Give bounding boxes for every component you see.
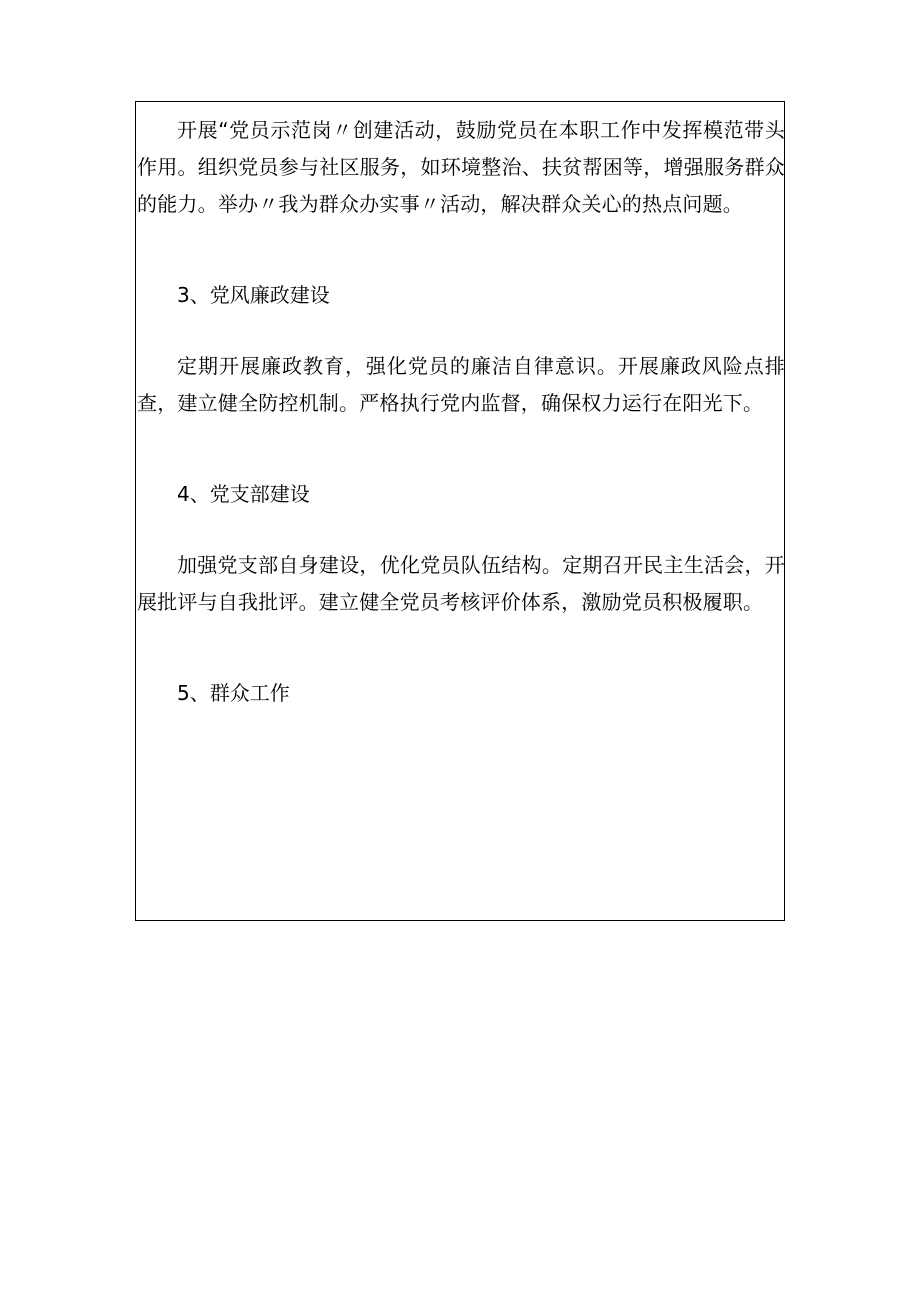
paragraph-branch-self-building: 加强党支部自身建设，优化党员队伍结构。定期召开民主生活会，开展批评与自我批评。建立健全党员考核评价体系，激励党员积极履职。: [137, 553, 785, 614]
spacer: [137, 314, 785, 348]
section-heading-branch-building: 4、党支部建设: [177, 482, 310, 506]
paragraph-integrity-education: 定期开展廉政教育，强化党员的廉洁自律意识。开展廉政风险点排查，建立健全防控机制。严格执行党内监督，确保权力运行在阳光下。: [137, 354, 785, 415]
paragraph-party-member-model-post: 开展“党员示范岗〃创建活动，鼓励党员在本职工作中发挥模范带头作用。组织党员参与社区服务，如环境整治、扶贫帮困等，增强服务群众的能力。举办〃我为群众办实事〃活动，解决群众关心的热点问题。: [137, 118, 785, 216]
spacer: [137, 422, 785, 476]
content-table-cell: [135, 101, 785, 921]
spacer: [137, 621, 785, 675]
spacer: [137, 513, 785, 547]
section-heading-mass-work: 5、群众工作: [177, 681, 290, 705]
spacer: [137, 223, 785, 277]
section-heading-integrity-building: 3、党风廉政建设: [177, 283, 330, 307]
document-body: [137, 112, 785, 712]
